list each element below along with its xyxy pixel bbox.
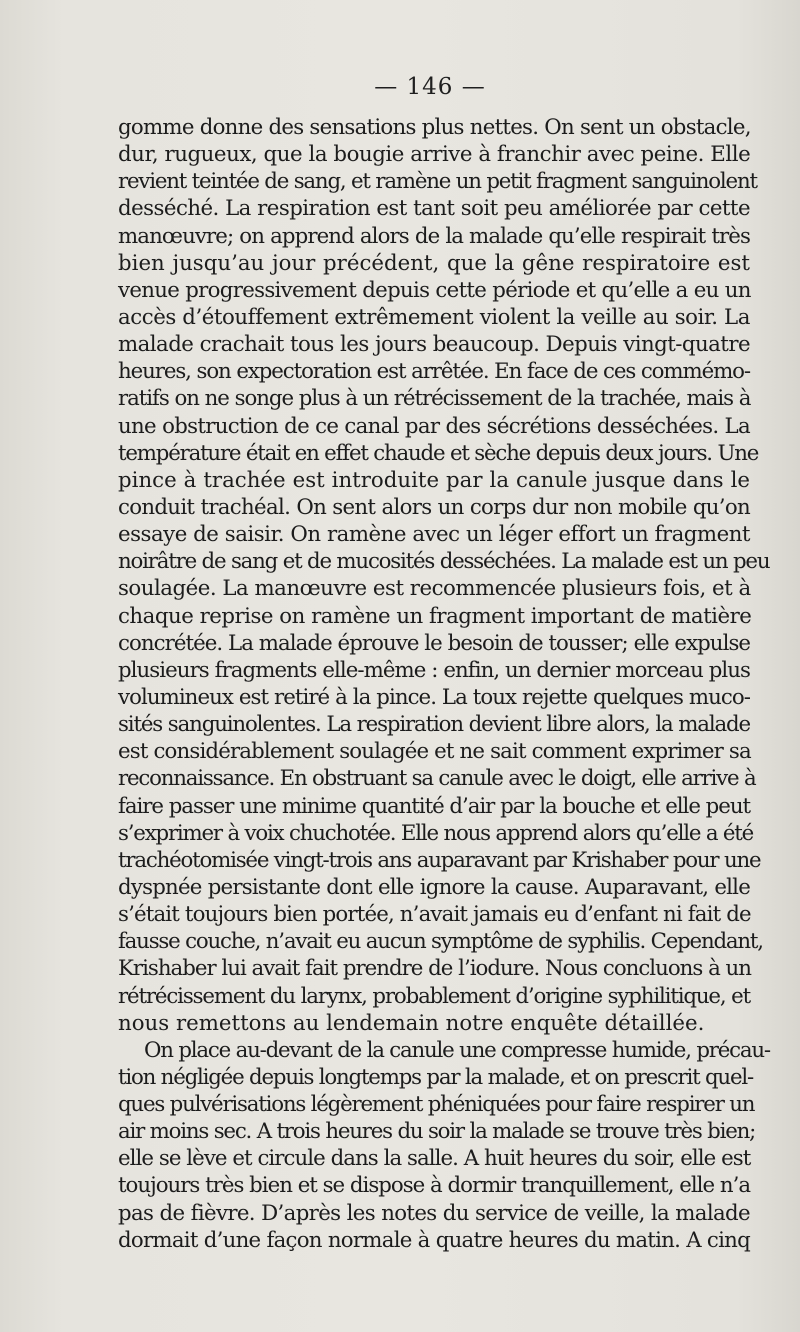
text-line: dormait d’une façon normale à quatre heures du matin. A cinq [118,1227,750,1253]
text-line: toujours très bien et se dispose à dormir tranquillement, elle n’a [118,1173,751,1199]
text-line: essaye de saisir. On ramène avec un léger effort un fragment [118,522,750,548]
text-line: noirâtre de sang et de mucosités desséchées. La malade est un peu [118,549,770,575]
text-line: soulagée. La manœuvre est recommencée plusieurs fois, et à [118,576,751,602]
text-line: ratifs on ne songe plus à un rétrécissement de la trachée, mais à [118,386,751,412]
text-line: revient teintée de sang, et ramène un petit fragment sanguinolent [118,169,757,195]
text-line: concrétée. La malade éprouve le besoin de tousser; elle expulse [118,630,751,656]
text-line: trachéotomisée vingt-trois ans auparavant par Krishaber pour une [118,847,761,873]
text-line: fausse couche, n’avait eu aucun symptôme de syphilis. Cependant, [118,929,763,955]
text-line: s’était toujours bien portée, n’avait jamais eu d’enfant ni fait de [118,902,751,928]
text-line: air moins sec. A trois heures du soir la malade se trouve très bien; [118,1119,756,1145]
text-line: bien jusqu’au jour précédent, que la gêne respiratoire est [118,250,750,276]
text-line: Krishaber lui avait fait prendre de l’iodure. Nous concluons à un [118,956,751,982]
body-text [118,114,770,1254]
text-line: volumineux est retiré à la pince. La toux rejette quelques muco- [118,684,750,710]
text-line: est considérablement soulagée et ne sait comment exprimer sa [118,739,751,765]
text-line: ques pulvérisations légèrement phéniquées pour faire respirer un [118,1092,755,1118]
text-line: malade crachait tous les jours beaucoup. Depuis vingt-quatre [118,332,750,358]
text-line: dyspnée persistante dont elle ignore la cause. Auparavant, elle [118,874,750,900]
text-line: pas de fièvre. D’après les notes du service de veille, la malade [118,1200,750,1226]
text-line: desséché. La respiration est tant soit peu améliorée par cette [118,196,750,222]
text-line: accès d’étouffement extrêmement violent la veille au soir. La [118,304,750,330]
text-line: faire passer une minime quantité d’air par la bouche et elle peut [118,793,750,819]
paragraph-start-line: On place au-devant de la canule une compresse humide, précau- [144,1037,770,1063]
text-line: gomme donne des sensations plus nettes. On sent un obstacle, [118,115,751,140]
text-line: elle se lève et circule dans la salle. A huit heures du soir, elle est [118,1146,751,1172]
text-line: venue progressivement depuis cette période et qu’elle a eu un [118,277,751,303]
page-number: — 146 — [374,74,486,100]
paragraph-end-line: nous remettons au lendemain notre enquête détaillée. [118,1010,705,1036]
text-line: sités sanguinolentes. La respiration devient libre alors, la malade [118,712,750,738]
text-line: pince à trachée est introduite par la canule jusque dans le [118,467,750,493]
text-line: tion négligée depuis longtemps par la malade, et on prescrit quel- [118,1064,753,1090]
text-line: une obstruction de ce canal par des sécrétions desséchées. La [118,413,750,439]
text-line: conduit trachéal. On sent alors un corps dur non mobile qu’on [118,494,750,520]
text-line: rétrécissement du larynx, probablement d’origine syphilitique, et [118,983,750,1009]
text-line: manœuvre; on apprend alors de la malade qu’elle respirait très [118,223,750,249]
text-line: s’exprimer à voix chuchotée. Elle nous apprend alors qu’elle a été [118,820,754,846]
text-line: température était en effet chaude et sèche depuis deux jours. Une [118,440,759,466]
text-line: plusieurs fragments elle-même : enfin, un dernier morceau plus [118,657,750,683]
text-line: heures, son expectoration est arrêtée. En face de ces commémo- [118,359,750,385]
text-line: dur, rugueux, que la bougie arrive à franchir avec peine. Elle [118,142,751,168]
text-line: chaque reprise on ramène un fragment important de matière [118,603,752,629]
text-line: reconnaissance. En obstruant sa canule avec le doigt, elle arrive à [118,766,756,792]
